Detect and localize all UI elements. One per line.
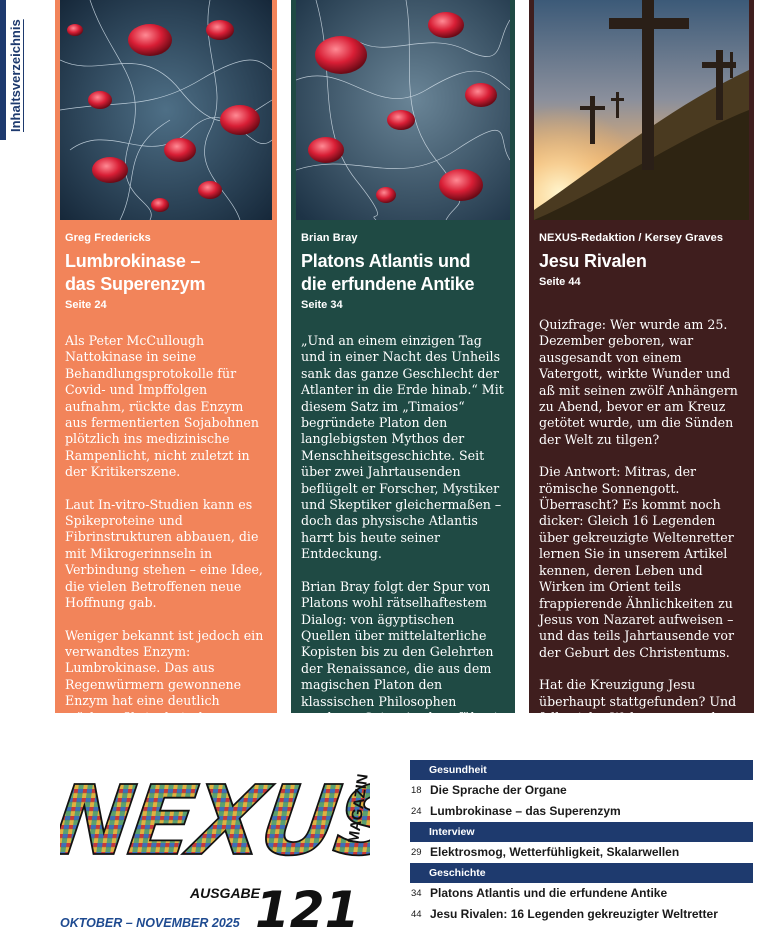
issue-date: OKTOBER – NOVEMBER 2025: [60, 916, 240, 930]
article-card-jesu-rivalen[interactable]: [529, 0, 754, 742]
toc-item[interactable]: [410, 883, 753, 904]
article-meta: [65, 232, 269, 311]
teaser-paragraph: Quizfrage: Wer wurde am 25. Dezember geboren, war ausgesandt von einem Vatergott, wirkte Wunder und aß mit seinen zwölf Anhängern zu Abend, bevor er am Kreuz getötet wurde, um die Sünden der Welt zu tilgen?: [539, 317, 738, 447]
side-label-text: Inhaltsverzeichnis: [8, 19, 23, 132]
teaser-paragraph: Die Antwort: Mitras, der römische Sonnengott. Überrascht? Es kommt noch dicker: Gleich 16 Legenden über gekreuzigte Weltenretter lernen Sie in unserem Artikel kennen, deren Leben und Wirken im Orient teils frappierende Ähnlichkeiten zu Jesus von Nazaret aufweisen – und das teils Jahrtausende vor der Geburt des Christentums.: [539, 464, 734, 660]
logo-magazin: MAGAZIN: [345, 772, 370, 845]
issue-number: 121: [255, 881, 360, 932]
issue-label: AUSGABE: [190, 885, 261, 901]
teaser-paragraph: Brian Bray folgt der Spur von Platons wohl rätselhaftestem Dialog: von ägyptischen Quellen über mittelalterliche Kopisten bis zu den Gelehrten der Renaissance, die aus dem magischen Platon den klassischen Philosophen machten. Seine Analyse führt in Untiefen, in denen der antike Denker selbst zu versinken droht.: [301, 578, 506, 775]
teaser-paragraph: Hat die Kreuzigung Jesu überhaupt stattgefunden? Und falls nicht: Woher stammt der dahinterliegende Mythos?: [539, 677, 737, 742]
toc-category: Interview: [410, 822, 753, 842]
logo-wordmark: NEXUS: [60, 764, 370, 877]
toc-title: Lumbrokinase – das Superenzym: [430, 804, 621, 818]
toc-page-number: 18: [411, 785, 422, 796]
toc-title: Jesu Rivalen: 16 Legenden gekreuzigter Weltretter: [430, 907, 718, 921]
article-teaser: [301, 333, 506, 792]
teaser-paragraph: Als Peter McCullough Nattokinase in seine Behandlungsprotokolle für Covid- und Impffolgen aufnahm, rückte das Enzym aus fermentierten Sojabohnen plötzlich ins medizinische Rampenlicht, nicht zuletzt in der Kritikerszene.: [65, 333, 259, 480]
toc-item[interactable]: [410, 801, 753, 822]
toc-item[interactable]: [410, 780, 753, 801]
crosses-sunset-image: [534, 0, 749, 220]
article-card-lumbrokinase[interactable]: [55, 0, 277, 791]
toc-item[interactable]: [410, 904, 753, 925]
blood-cells-image: [60, 0, 272, 220]
section-side-label: [0, 0, 28, 140]
toc-page-number: 24: [411, 806, 422, 817]
article-page: Seite 24: [65, 299, 107, 311]
teaser-paragraph: Laut In-vitro-Studien kann es Spikeproteine und Fibrinstrukturen abbauen, die mit Mikrogerinnseln in Verbindung stehen – eine Idee, die vielen Betroffenen neue Hoffnung gab.: [65, 496, 263, 611]
toc-title: Platons Atlantis und die erfundene Antike: [430, 886, 668, 900]
article-meta: [301, 232, 507, 311]
article-page: Seite 34: [301, 299, 343, 311]
toc-item[interactable]: [410, 842, 753, 863]
toc-title: Die Sprache der Organe: [430, 783, 567, 797]
title-line: das Superenzym: [65, 274, 206, 294]
side-label-bar: [0, 0, 6, 140]
table-of-contents: [410, 760, 753, 925]
article-teaser: [65, 333, 268, 808]
article-title[interactable]: [301, 250, 507, 296]
toc-page-number: 34: [411, 888, 422, 899]
toc-category: Geschichte: [410, 863, 753, 883]
teaser-paragraph: „Und an einem einzigen Tag und in einer Nacht des Unheils sank das ganze Geschlecht der Atlanter in die Erde hinab.“ Mit diesem Satz im „Timaios“ begründete Platon den langlebigsten Mythos der Menschheitsgeschichte. Seit über zwei Jahrtausenden beflügelt er Forscher, Mystiker und Skeptiker gleichermaßen – doch das physische Atlantis harrt bis heute seiner Entdeckung.: [301, 333, 504, 562]
toc-page-number: 29: [411, 847, 422, 858]
article-author: Brian Bray: [301, 232, 358, 244]
toc-page-number: 44: [411, 909, 422, 920]
toc-title: Elektrosmog, Wetterfühligkeit, Skalarwellen: [430, 845, 680, 859]
article-page: Seite 44: [539, 276, 581, 288]
title-line: die erfundene Antike: [301, 274, 475, 294]
article-meta: [539, 232, 746, 288]
teaser-paragraph: Weniger bekannt ist jedoch ein verwandtes Enzym: Lumbrokinase. Das aus Regenwürmern gewonnene Enzym hat eine deutlich stärkere fibrinolytische Aktivität und wird in Asien seit Jahren erfolgreich bei Herz-Kreislauf-Erkrankungen eingesetzt.: [65, 627, 264, 791]
title-line: Platons Atlantis und: [301, 251, 471, 271]
blood-cells-image: [296, 0, 510, 220]
article-author: Greg Fredericks: [65, 232, 151, 244]
article-title[interactable]: [65, 250, 269, 296]
article-title[interactable]: [539, 250, 746, 273]
title-line: Jesu Rivalen: [539, 251, 647, 271]
article-teaser: [539, 317, 745, 759]
nexus-magazin-logo: [60, 762, 370, 932]
article-author: NEXUS-Redaktion / Kersey Graves: [539, 232, 724, 244]
title-line: Lumbrokinase –: [65, 251, 201, 271]
toc-category: Gesundheit: [410, 760, 753, 780]
